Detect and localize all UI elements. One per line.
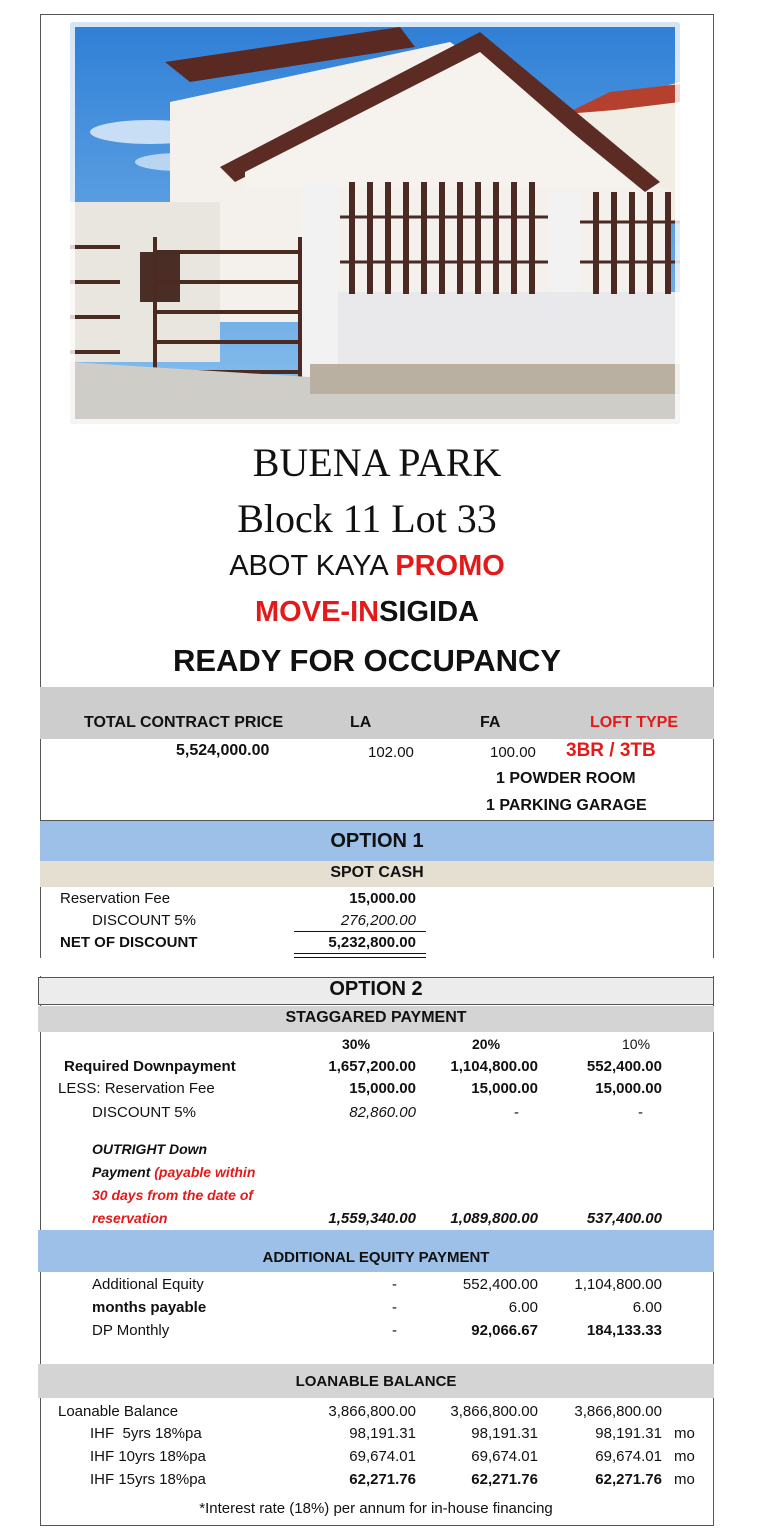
la-value: 102.00: [368, 744, 414, 761]
option2-subtitle: STAGGARED PAYMENT: [285, 1009, 467, 1026]
res-30: 15,000.00: [349, 1080, 416, 1097]
dp-20: 1,104,800.00: [450, 1058, 538, 1075]
o1-net-label: NET OF DISCOUNT: [60, 934, 198, 951]
res-10: 15,000.00: [595, 1080, 662, 1097]
promo-word: PROMO: [395, 550, 505, 582]
dp-30: 1,657,200.00: [328, 1058, 416, 1075]
dpm-label: DP Monthly: [92, 1322, 170, 1339]
o1-net-value: 5,232,800.00: [328, 934, 416, 951]
mp-10: 6.00: [632, 1299, 662, 1316]
ihf10-label: IHF 10yrs 18%pa: [90, 1448, 206, 1465]
o1-reservation-label: Reservation Fee: [60, 890, 171, 907]
ae-20: 552,400.00: [462, 1276, 538, 1293]
ihf10-20: 69,674.01: [471, 1448, 538, 1465]
mp-20: 6.00: [508, 1299, 538, 1316]
lb-label: Loanable Balance: [58, 1403, 179, 1420]
ihf10-30: 69,674.01: [349, 1448, 416, 1465]
powder-room: 1 POWDER ROOM: [496, 770, 636, 787]
option1-title: OPTION 1: [330, 830, 424, 852]
o1-discount-label: DISCOUNT 5%: [92, 912, 196, 929]
ihf15-mo: mo: [674, 1471, 695, 1488]
outright-line4: reservation: [92, 1210, 168, 1226]
outright-line2: [92, 1164, 255, 1180]
move-in-line: [40, 594, 694, 630]
equity-title: ADDITIONAL EQUITY PAYMENT: [262, 1249, 490, 1266]
ihf5-label: IHF 5yrs 18%pa: [90, 1425, 202, 1442]
option1-subtitle: SPOT CASH: [330, 864, 424, 881]
house-illustration: [70, 22, 680, 424]
fa-value: 100.00: [490, 744, 536, 761]
ae-label: Additional Equity: [92, 1276, 204, 1293]
fa-label: FA: [480, 714, 501, 731]
disc-20: -: [514, 1104, 519, 1121]
loft-type-label: LOFT TYPE: [590, 714, 678, 731]
block-lot: Block 11 Lot 33: [237, 496, 497, 541]
disc-label: DISCOUNT 5%: [92, 1104, 196, 1121]
dpm-30: -: [392, 1322, 397, 1339]
move-in-red: MOVE-IN: [255, 596, 380, 628]
ihf15-10: 62,271.76: [595, 1471, 662, 1488]
outright-20: 1,089,800.00: [450, 1210, 538, 1227]
tcp-label: TOTAL CONTRACT PRICE: [84, 714, 284, 731]
ihf15-20: 62,271.76: [471, 1471, 538, 1488]
lb-20: 3,866,800.00: [450, 1403, 538, 1420]
outright-line3: 30 days from the date of: [92, 1187, 254, 1203]
outright-10: 537,400.00: [586, 1210, 662, 1227]
ihf5-30: 98,191.31: [349, 1425, 416, 1442]
house-photo: [70, 22, 680, 424]
outright-30: 1,559,340.00: [328, 1210, 416, 1227]
tcp-value: 5,524,000.00: [176, 742, 270, 759]
ihf10-10: 69,674.01: [595, 1448, 662, 1465]
parking-garage: 1 PARKING GARAGE: [486, 797, 647, 814]
lb-10: 3,866,800.00: [574, 1403, 662, 1420]
ihf5-20: 98,191.31: [471, 1425, 538, 1442]
outright-note-start: (payable within: [154, 1164, 256, 1180]
disc-10: -: [638, 1104, 643, 1121]
ihf10-mo: mo: [674, 1448, 695, 1465]
outright-payment: Payment: [92, 1164, 151, 1180]
promo-prefix: ABOT KAYA: [229, 550, 388, 582]
ihf15-30: 62,271.76: [349, 1471, 416, 1488]
ae-30: -: [392, 1276, 397, 1293]
disc-30: 82,860.00: [349, 1104, 416, 1121]
ready-for-occupancy: READY FOR OCCUPANCY: [172, 643, 562, 678]
mp-label: months payable: [92, 1299, 207, 1316]
ihf5-mo: mo: [674, 1425, 695, 1442]
la-label: LA: [350, 714, 372, 731]
o1-sum-line: [294, 931, 426, 932]
pct-10: 10%: [622, 1036, 651, 1052]
lb-30: 3,866,800.00: [328, 1403, 416, 1420]
dp-10: 552,400.00: [586, 1058, 662, 1075]
ae-10: 1,104,800.00: [574, 1276, 662, 1293]
o1-reservation-value: 15,000.00: [349, 890, 416, 907]
dpm-10: 184,133.33: [586, 1322, 662, 1339]
ihf15-label: IHF 15yrs 18%pa: [90, 1471, 206, 1488]
res-label: LESS: Reservation Fee: [58, 1080, 215, 1097]
o1-discount-value: 276,200.00: [340, 912, 416, 929]
loan-title: LOANABLE BALANCE: [295, 1373, 457, 1390]
ihf5-10: 98,191.31: [595, 1425, 662, 1442]
option2-title: OPTION 2: [329, 978, 423, 1000]
pct-30: 30%: [342, 1036, 371, 1052]
promo-line: [40, 548, 694, 584]
res-20: 15,000.00: [471, 1080, 538, 1097]
dp-label: Required Downpayment: [64, 1058, 236, 1075]
mp-30: -: [392, 1299, 397, 1316]
dpm-20: 92,066.67: [471, 1322, 538, 1339]
pct-20: 20%: [472, 1036, 501, 1052]
project-name: BUENA PARK: [252, 440, 502, 485]
outright-line1: OUTRIGHT Down: [92, 1141, 208, 1157]
move-in-black: SIGIDA: [379, 596, 479, 628]
interest-note: *Interest rate (18%) per annum for in-house financing: [199, 1500, 553, 1517]
section-gap: [38, 958, 718, 976]
rooms-value: 3BR / 3TB: [566, 740, 656, 761]
